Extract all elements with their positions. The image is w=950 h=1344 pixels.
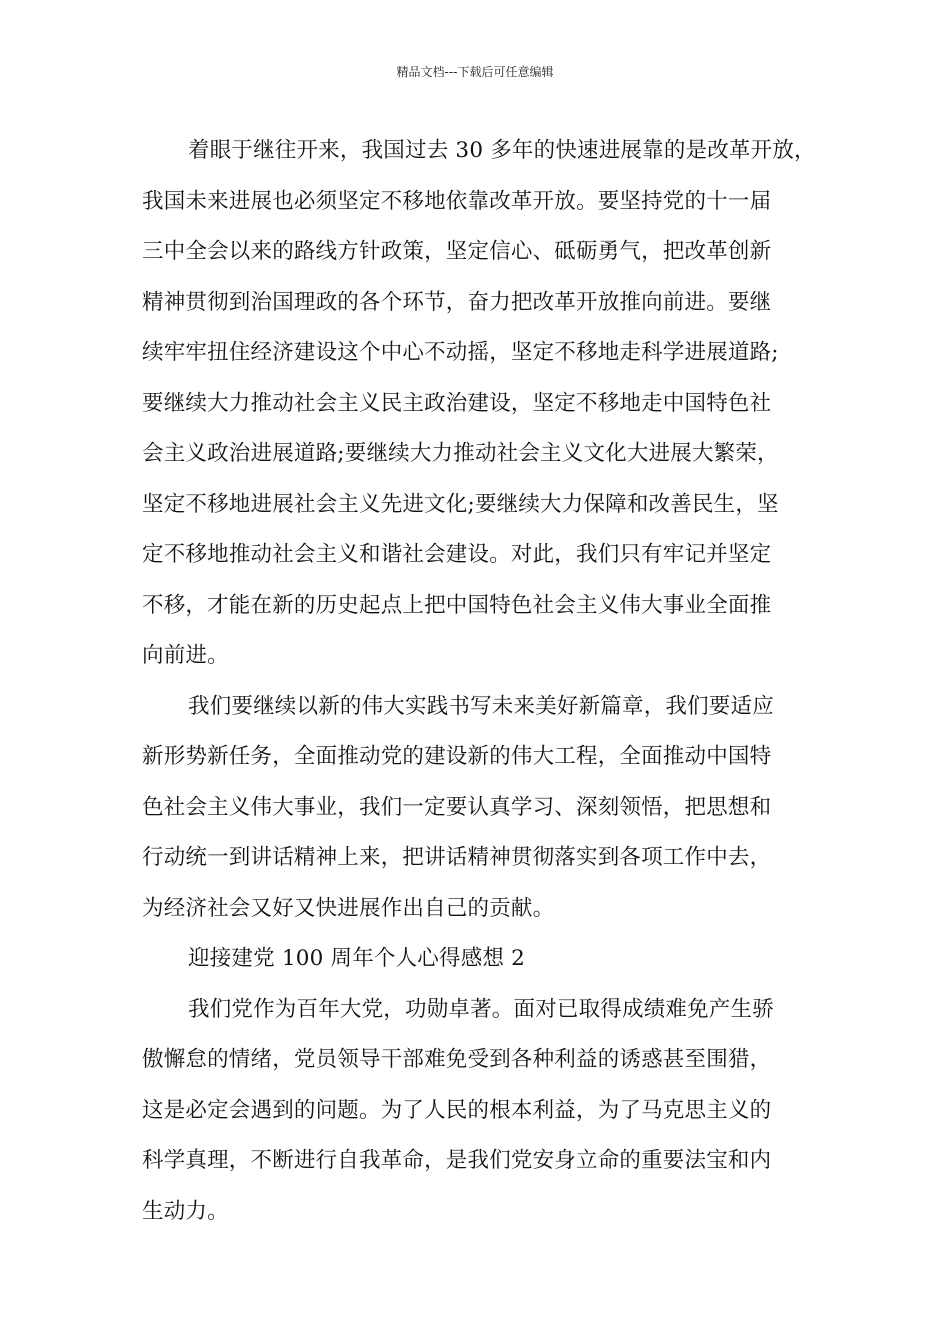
page-header: 精品文档---下载后可任意编辑 bbox=[396, 65, 554, 79]
paragraph-line: 坚定不移地进展社会主义先进文化;要继续大力保障和改善民生，坚 bbox=[142, 491, 779, 517]
paragraph-line: 精神贯彻到治国理政的各个环节，奋力把改革开放推向前进。要继 bbox=[142, 289, 772, 315]
paragraph-line: 要继续大力推动社会主义民主政治建设，坚定不移地走中国特色社 bbox=[142, 390, 772, 416]
paragraph-line: 定不移地推动社会主义和谐社会建设。对此，我们只有牢记并坚定 bbox=[142, 542, 772, 567]
paragraph-line: 会主义政治进展道路;要继续大力推动社会主义文化大进展大繁荣， bbox=[142, 441, 779, 466]
paragraph-line: 着眼于继往开来，我国过去 30 多年的快速进展靠的是改革开放， bbox=[188, 138, 816, 163]
paragraph-line: 续牢牢扭住经济建设这个中心不动摇，坚定不移地走科学进展道路; bbox=[142, 340, 779, 365]
paragraph-line: 为经济社会又好又快进展作出自己的贡献。 bbox=[142, 895, 555, 921]
paragraph-line: 不移，才能在新的历史起点上把中国特色社会主义伟大事业全面推 bbox=[142, 592, 772, 618]
paragraph-line: 我们要继续以新的伟大实践书写未来美好新篇章，我们要适应 bbox=[188, 693, 774, 719]
paragraph-line: 我国未来进展也必须坚定不移地依靠改革开放。要坚持党的十一届 bbox=[142, 188, 772, 214]
paragraph-line: 色社会主义伟大事业，我们一定要认真学习、深刻领悟，把思想和 bbox=[142, 794, 772, 820]
paragraph-line: 三中全会以来的路线方针政策，坚定信心、砥砺勇气，把改革创新 bbox=[142, 239, 772, 264]
paragraph-line: 向前进。 bbox=[142, 643, 229, 668]
paragraph-line: 这是必定会遇到的问题。为了人民的根本利益，为了马克思主义的 bbox=[142, 1097, 772, 1123]
paragraph-line: 新形势新任务，全面推动党的建设新的伟大工程，全面推动中国特 bbox=[142, 744, 772, 769]
paragraph-line: 我们党作为百年大党，功勋卓著。面对已取得成绩难免产生骄 bbox=[188, 996, 774, 1022]
paragraph-line: 生动力。 bbox=[142, 1198, 229, 1224]
section-heading: 迎接建党 100 周年个人心得感想 2 bbox=[188, 946, 526, 971]
paragraph-line: 傲懈怠的情绪，党员领导干部难免受到各种利益的诱惑甚至围猎， bbox=[142, 1047, 772, 1072]
body-text bbox=[142, 126, 816, 1237]
paragraph-line: 科学真理，不断进行自我革命，是我们党安身立命的重要法宝和内 bbox=[142, 1148, 772, 1173]
paragraph-line: 行动统一到讲话精神上来，把讲话精神贯彻落实到各项工作中去， bbox=[142, 845, 772, 870]
